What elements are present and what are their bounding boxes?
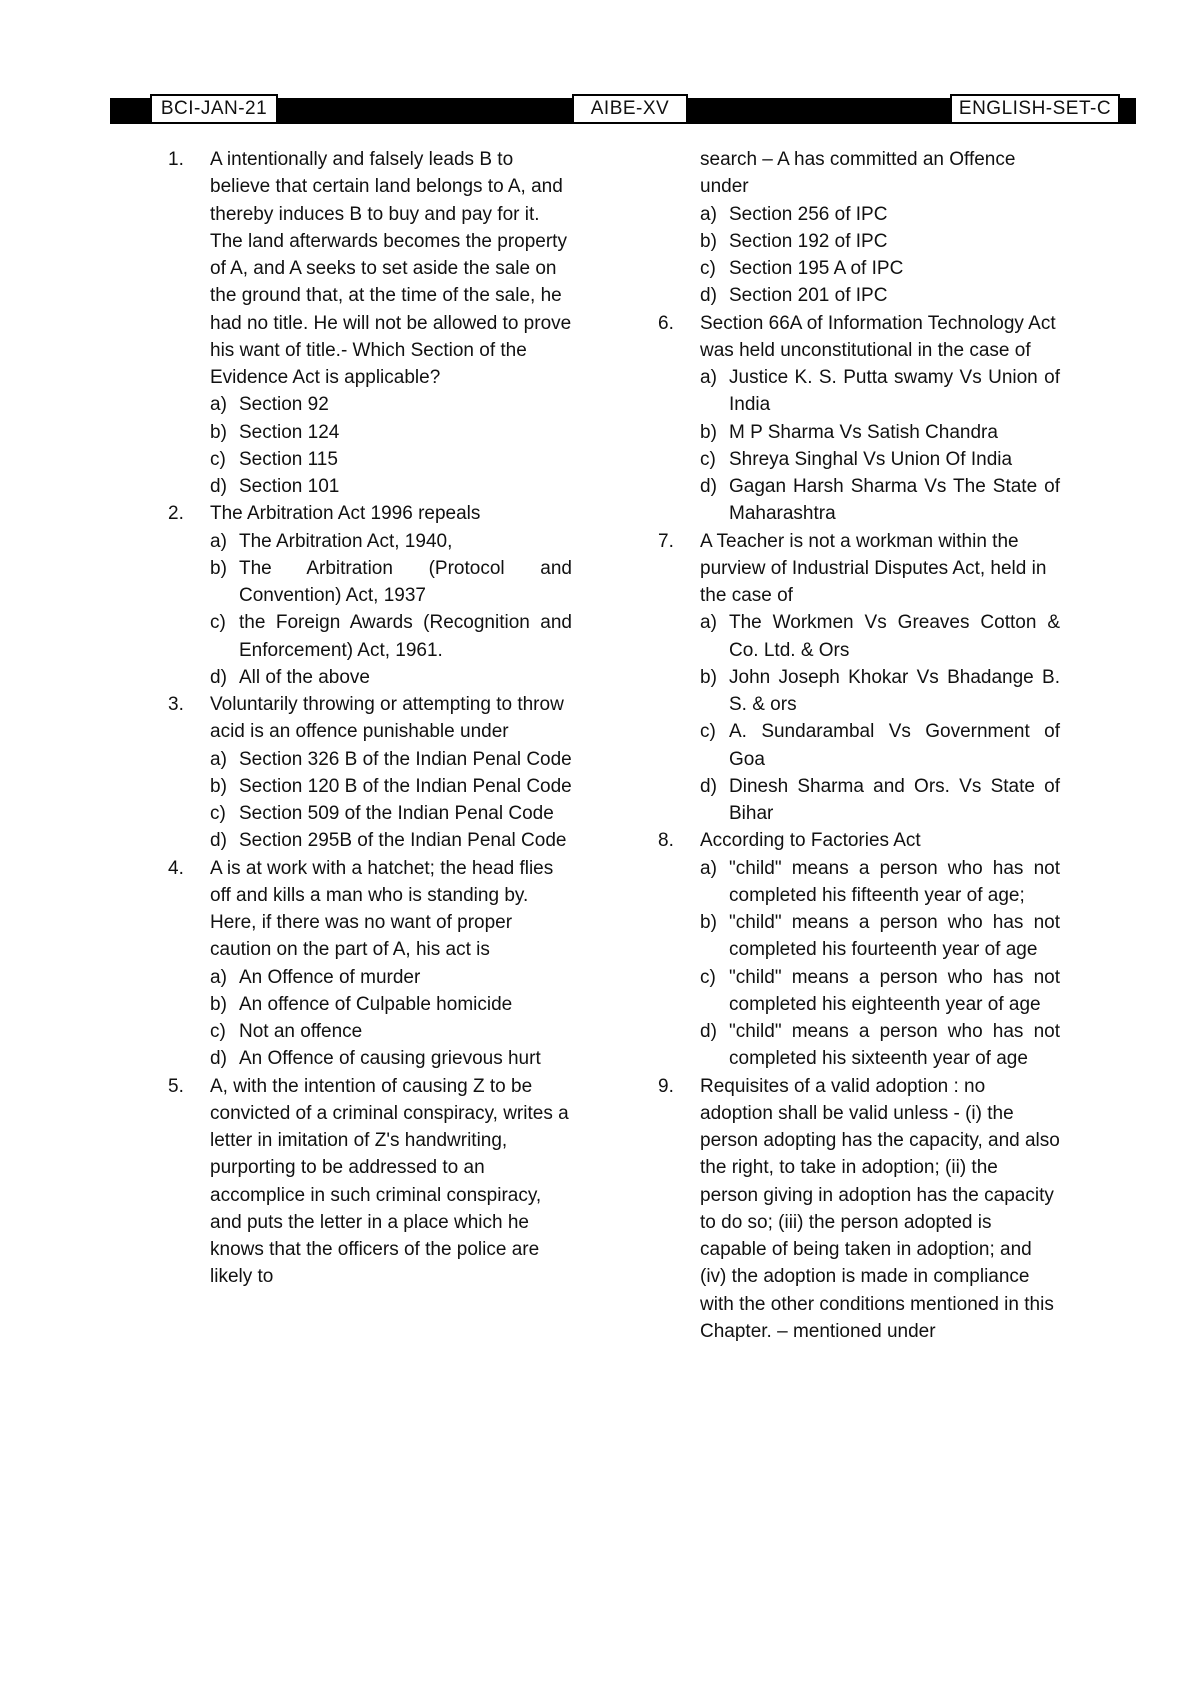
option-b: b) "child" means a person who has not completed his fourteenth year of age xyxy=(700,912,1060,961)
question-3 xyxy=(168,691,572,855)
question-text: A is at work with a hatchet; the head flies off and kills a man who is standing by. Here, if there was no want of proper caution on the part of A, his act is xyxy=(210,857,554,961)
option-b: b) Section 120 B of the Indian Penal Code xyxy=(210,775,572,797)
column-left xyxy=(168,146,572,1291)
option-a: a) Justice K. S. Putta swamy Vs Union of India xyxy=(700,367,1060,416)
option-c: c) Section 115 xyxy=(210,448,338,470)
question-text: The Arbitration Act 1996 repeals xyxy=(210,503,481,525)
option-b: b) Section 192 of IPC xyxy=(700,230,888,252)
question-text: According to Factories Act xyxy=(700,830,921,852)
option-a: a) Section 256 of IPC xyxy=(700,203,888,225)
option-d: d) Section 201 of IPC xyxy=(700,285,888,307)
option-c: c) "child" means a person who has not completed his eighteenth year of age xyxy=(700,966,1060,1015)
option-a: a) "child" means a person who has not completed his fifteenth year of age; xyxy=(700,857,1060,906)
question-8 xyxy=(658,827,1060,1072)
question-text: Requisites of a valid adoption : no adoption shall be valid unless - (i) the person adopting has the capacity, and also the right, to take in adoption; (ii) the person giving in adoption has the capacity to do so; (iii) the person adopted is capable of being taken in adoption; and (iv) the adoption is made in compliance with the other conditions mentioned in this Chapter. – mentioned under xyxy=(700,1075,1060,1342)
question-2 xyxy=(168,500,572,691)
question-4 xyxy=(168,855,572,1073)
option-b: b) John Joseph Khokar Vs Bhadange B. S. & ors xyxy=(700,666,1060,715)
question-text: A intentionally and falsely leads B to believe that certain land belongs to A, and thereby induces B to buy and pay for it. The land afterwards becomes the property of A, and A seeks to set aside the sale on the ground that, at the time of the sale, he had no title. He will not be allowed to prove his want of title.- Which Section of the Evidence Act is applicable? xyxy=(210,149,572,388)
question-9 xyxy=(658,1073,1060,1346)
option-c: c) Shreya Singhal Vs Union Of India xyxy=(700,448,1013,470)
option-a: a) Section 326 B of the Indian Penal Code xyxy=(210,748,572,770)
option-d: d) Dinesh Sharma and Ors. Vs State of Bihar xyxy=(700,775,1060,824)
option-c: c) Section 195 A of IPC xyxy=(700,258,904,279)
option-b: b) The Arbitration (Protocol and Convention) Act, 1937 xyxy=(210,557,572,606)
option-d: d) All of the above xyxy=(210,666,370,688)
option-a: a) The Arbitration Act, 1940, xyxy=(210,530,453,552)
question-number: 8. xyxy=(658,830,674,852)
question-number: 2. xyxy=(168,503,184,525)
header-center-label: AIBE-XV xyxy=(572,94,688,124)
header-left-label: BCI-JAN-21 xyxy=(150,94,278,124)
question-text: Voluntarily throwing or attempting to throw acid is an offence punishable under xyxy=(210,694,564,743)
option-a: a) Section 92 xyxy=(210,394,329,416)
question-number: 7. xyxy=(658,530,674,552)
option-b: b) M P Sharma Vs Satish Chandra xyxy=(700,421,998,443)
option-c: c) Section 509 of the Indian Penal Code xyxy=(210,803,554,824)
option-c: c) Not an offence xyxy=(210,1021,363,1042)
option-d: d) Section 101 xyxy=(210,476,340,497)
option-d: d) "child" means a person who has not completed his sixteenth year of age xyxy=(700,1021,1060,1070)
question-5 xyxy=(168,1073,572,1291)
column-right xyxy=(658,146,1060,1345)
question-7 xyxy=(658,528,1060,828)
question-number: 3. xyxy=(168,694,184,715)
question-6 xyxy=(658,310,1060,528)
question-number: 6. xyxy=(658,312,674,334)
option-a: a) An Offence of murder xyxy=(210,966,421,988)
option-d: d) Gagan Harsh Sharma Vs The State of Maharashtra xyxy=(700,476,1060,525)
question-number: 4. xyxy=(168,857,184,879)
option-a: a) The Workmen Vs Greaves Cotton & Co. Ltd. & Ors xyxy=(700,612,1060,661)
header-right-label: ENGLISH-SET-C xyxy=(950,94,1120,124)
question-number: 9. xyxy=(658,1075,674,1097)
option-c: c) A. Sundarambal Vs Government of Goa xyxy=(700,721,1060,770)
option-b: b) Section 124 xyxy=(210,421,340,443)
question-5-continued xyxy=(700,146,1060,310)
option-d: d) An Offence of causing grievous hurt xyxy=(210,1048,541,1070)
option-d: d) Section 295B of the Indian Penal Code xyxy=(210,830,567,852)
option-b: b) An offence of Culpable homicide xyxy=(210,993,513,1015)
option-c: c) the Foreign Awards (Recognition and Enforcement) Act, 1961. xyxy=(210,612,572,661)
question-text: A Teacher is not a workman within the purview of Industrial Disputes Act, held in the case of xyxy=(700,530,1047,606)
question-1 xyxy=(168,146,572,500)
question-text: Section 66A of Information Technology Act was held unconstitutional in the case of xyxy=(700,312,1056,361)
question-text-continued: search – A has committed an Offence under xyxy=(700,149,1016,198)
question-text: A, with the intention of causing Z to be convicted of a criminal conspiracy, writes a letter in imitation of Z's handwriting, purporting to be addressed to an accomplice in such criminal conspiracy, and puts the letter in a place which he knows that the officers of the police are likely to xyxy=(210,1075,569,1288)
question-number: 5. xyxy=(168,1075,184,1097)
question-number: 1. xyxy=(168,149,184,170)
